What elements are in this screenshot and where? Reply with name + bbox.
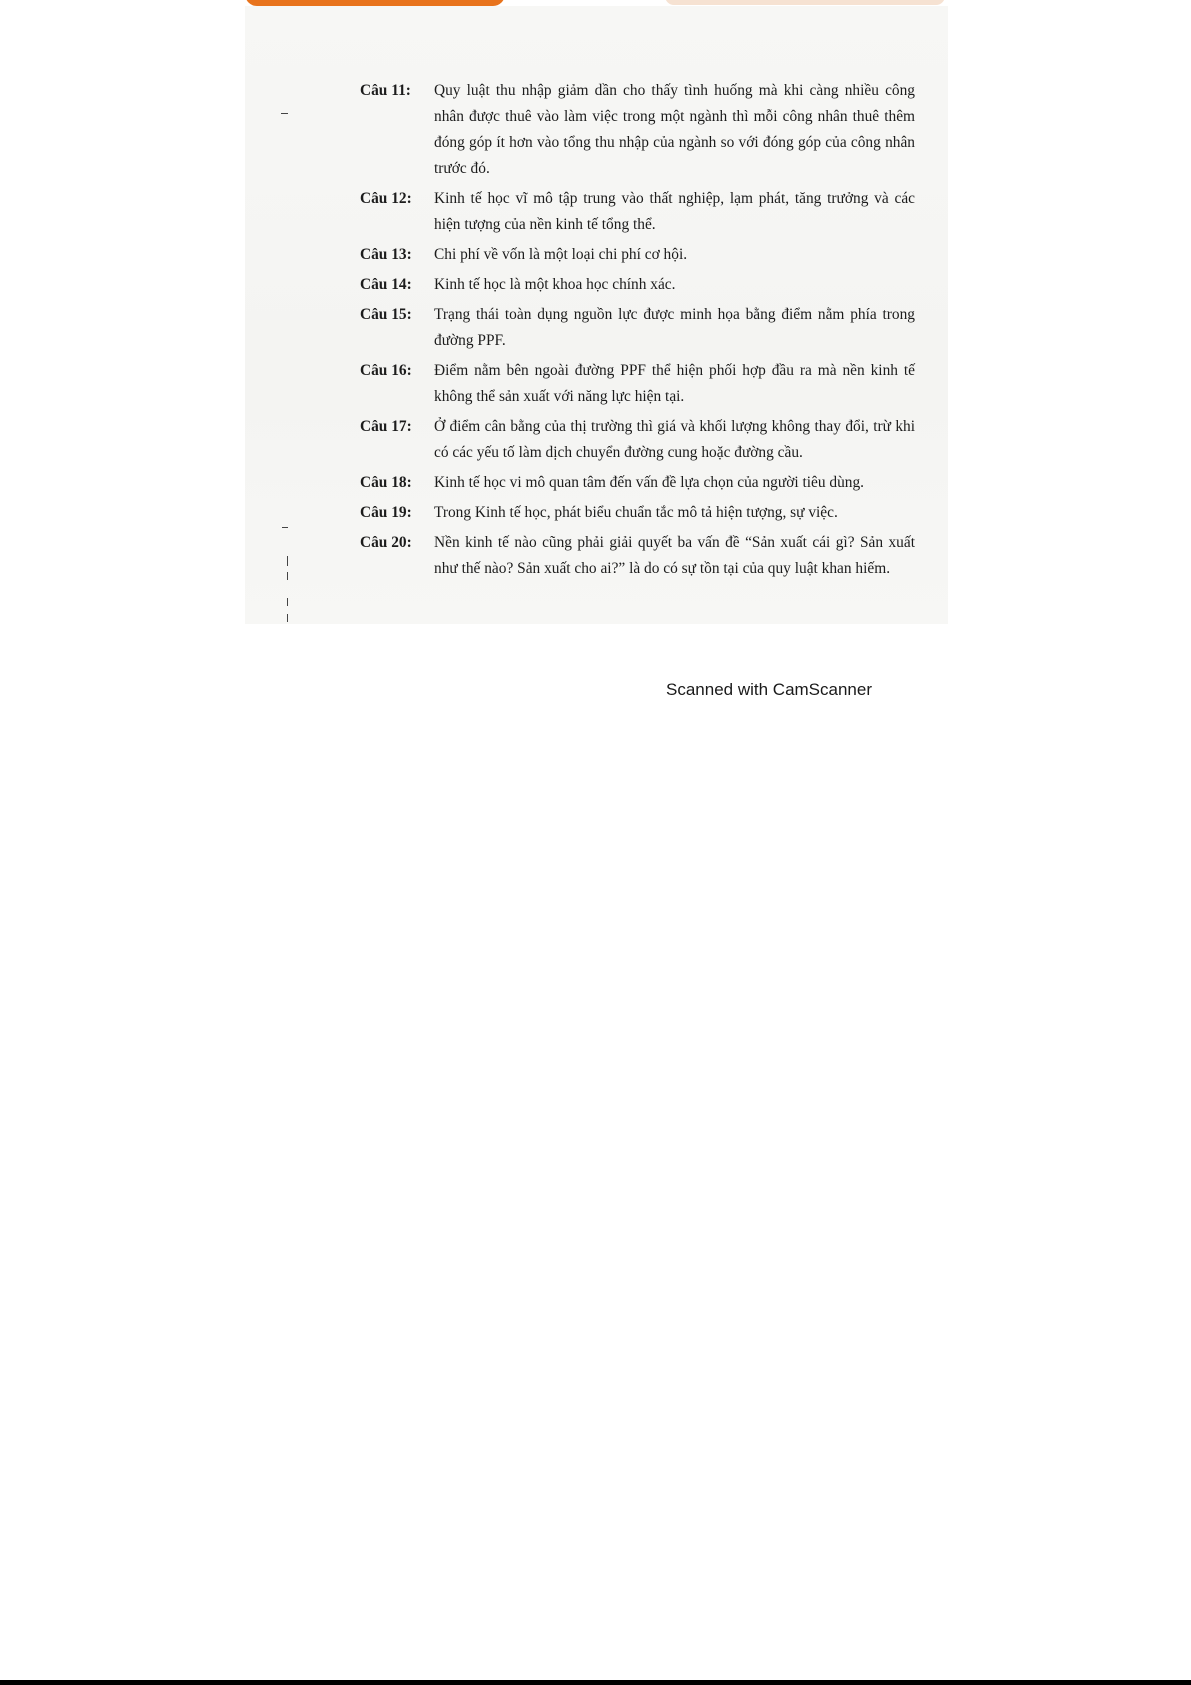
margin-dash	[282, 527, 288, 528]
margin-tick	[287, 572, 288, 580]
question-number: Câu 14:	[360, 276, 412, 293]
question-item	[360, 500, 915, 526]
question-item	[360, 186, 915, 238]
question-list	[360, 78, 915, 586]
question-number: Câu 17:	[360, 418, 412, 435]
question-item	[360, 530, 915, 582]
question-number: Câu 19:	[360, 504, 412, 521]
faint-edge-accent	[665, 0, 945, 5]
question-text: Trong Kinh tế học, phát biểu chuẩn tắc mô tả hiện tượng, sự việc.	[434, 504, 838, 521]
question-text: Kinh tế học vĩ mô tập trung vào thất nghiệp, lạm phát, tăng trưởng và các hiện tượng của nền kinh tế tổng thể.	[434, 190, 915, 233]
question-text: Điểm nằm bên ngoài đường PPF thể hiện phối hợp đầu ra mà nền kinh tế không thể sản xuất với năng lực hiện tại.	[434, 362, 915, 405]
question-item	[360, 78, 915, 182]
margin-tick	[287, 598, 288, 606]
question-item	[360, 470, 915, 496]
margin-tick	[287, 556, 288, 566]
question-text: Kinh tế học vi mô quan tâm đến vấn đề lựa chọn của người tiêu dùng.	[434, 474, 865, 491]
bottom-border	[0, 1680, 1191, 1685]
scanner-watermark-caption: Scanned with CamScanner	[666, 680, 873, 699]
question-item	[360, 414, 915, 466]
question-text: Ở điểm cân bằng của thị trường thì giá và khối lượng không thay đổi, trừ khi có các yếu tố làm dịch chuyển đường cung hoặc đường cầu.	[434, 418, 915, 461]
question-number: Câu 16:	[360, 362, 412, 379]
question-text: Kinh tế học là một khoa học chính xác.	[434, 276, 676, 293]
margin-tick	[287, 614, 288, 622]
question-item	[360, 358, 915, 410]
question-number: Câu 20:	[360, 534, 412, 551]
question-item	[360, 272, 915, 298]
margin-dash	[281, 113, 288, 114]
question-text: Nền kinh tế nào cũng phải giải quyết ba vấn đề “Sản xuất cái gì? Sản xuất như thế nào? Sản xuất cho ai?” là do có sự tồn tại của quy luật khan hiếm.	[434, 534, 915, 577]
question-item	[360, 242, 915, 268]
question-number: Câu 13:	[360, 246, 412, 263]
question-text: Trạng thái toàn dụng nguồn lực được minh họa bằng điểm nằm phía trong đường PPF.	[434, 306, 915, 349]
question-number: Câu 15:	[360, 306, 412, 323]
question-text: Chi phí về vốn là một loại chi phí cơ hội.	[434, 246, 688, 263]
question-number: Câu 18:	[360, 474, 412, 491]
question-text: Quy luật thu nhập giảm dần cho thấy tình huống mà khi càng nhiều công nhân được thuê vào làm việc trong một ngành thì mỗi công nhân thuê thêm đóng góp ít hơn vào tổng thu nhập của ngành so với đóng góp của công nhân trước đó.	[434, 82, 915, 177]
question-item	[360, 302, 915, 354]
question-number: Câu 11:	[360, 82, 411, 99]
question-number: Câu 12:	[360, 190, 412, 207]
